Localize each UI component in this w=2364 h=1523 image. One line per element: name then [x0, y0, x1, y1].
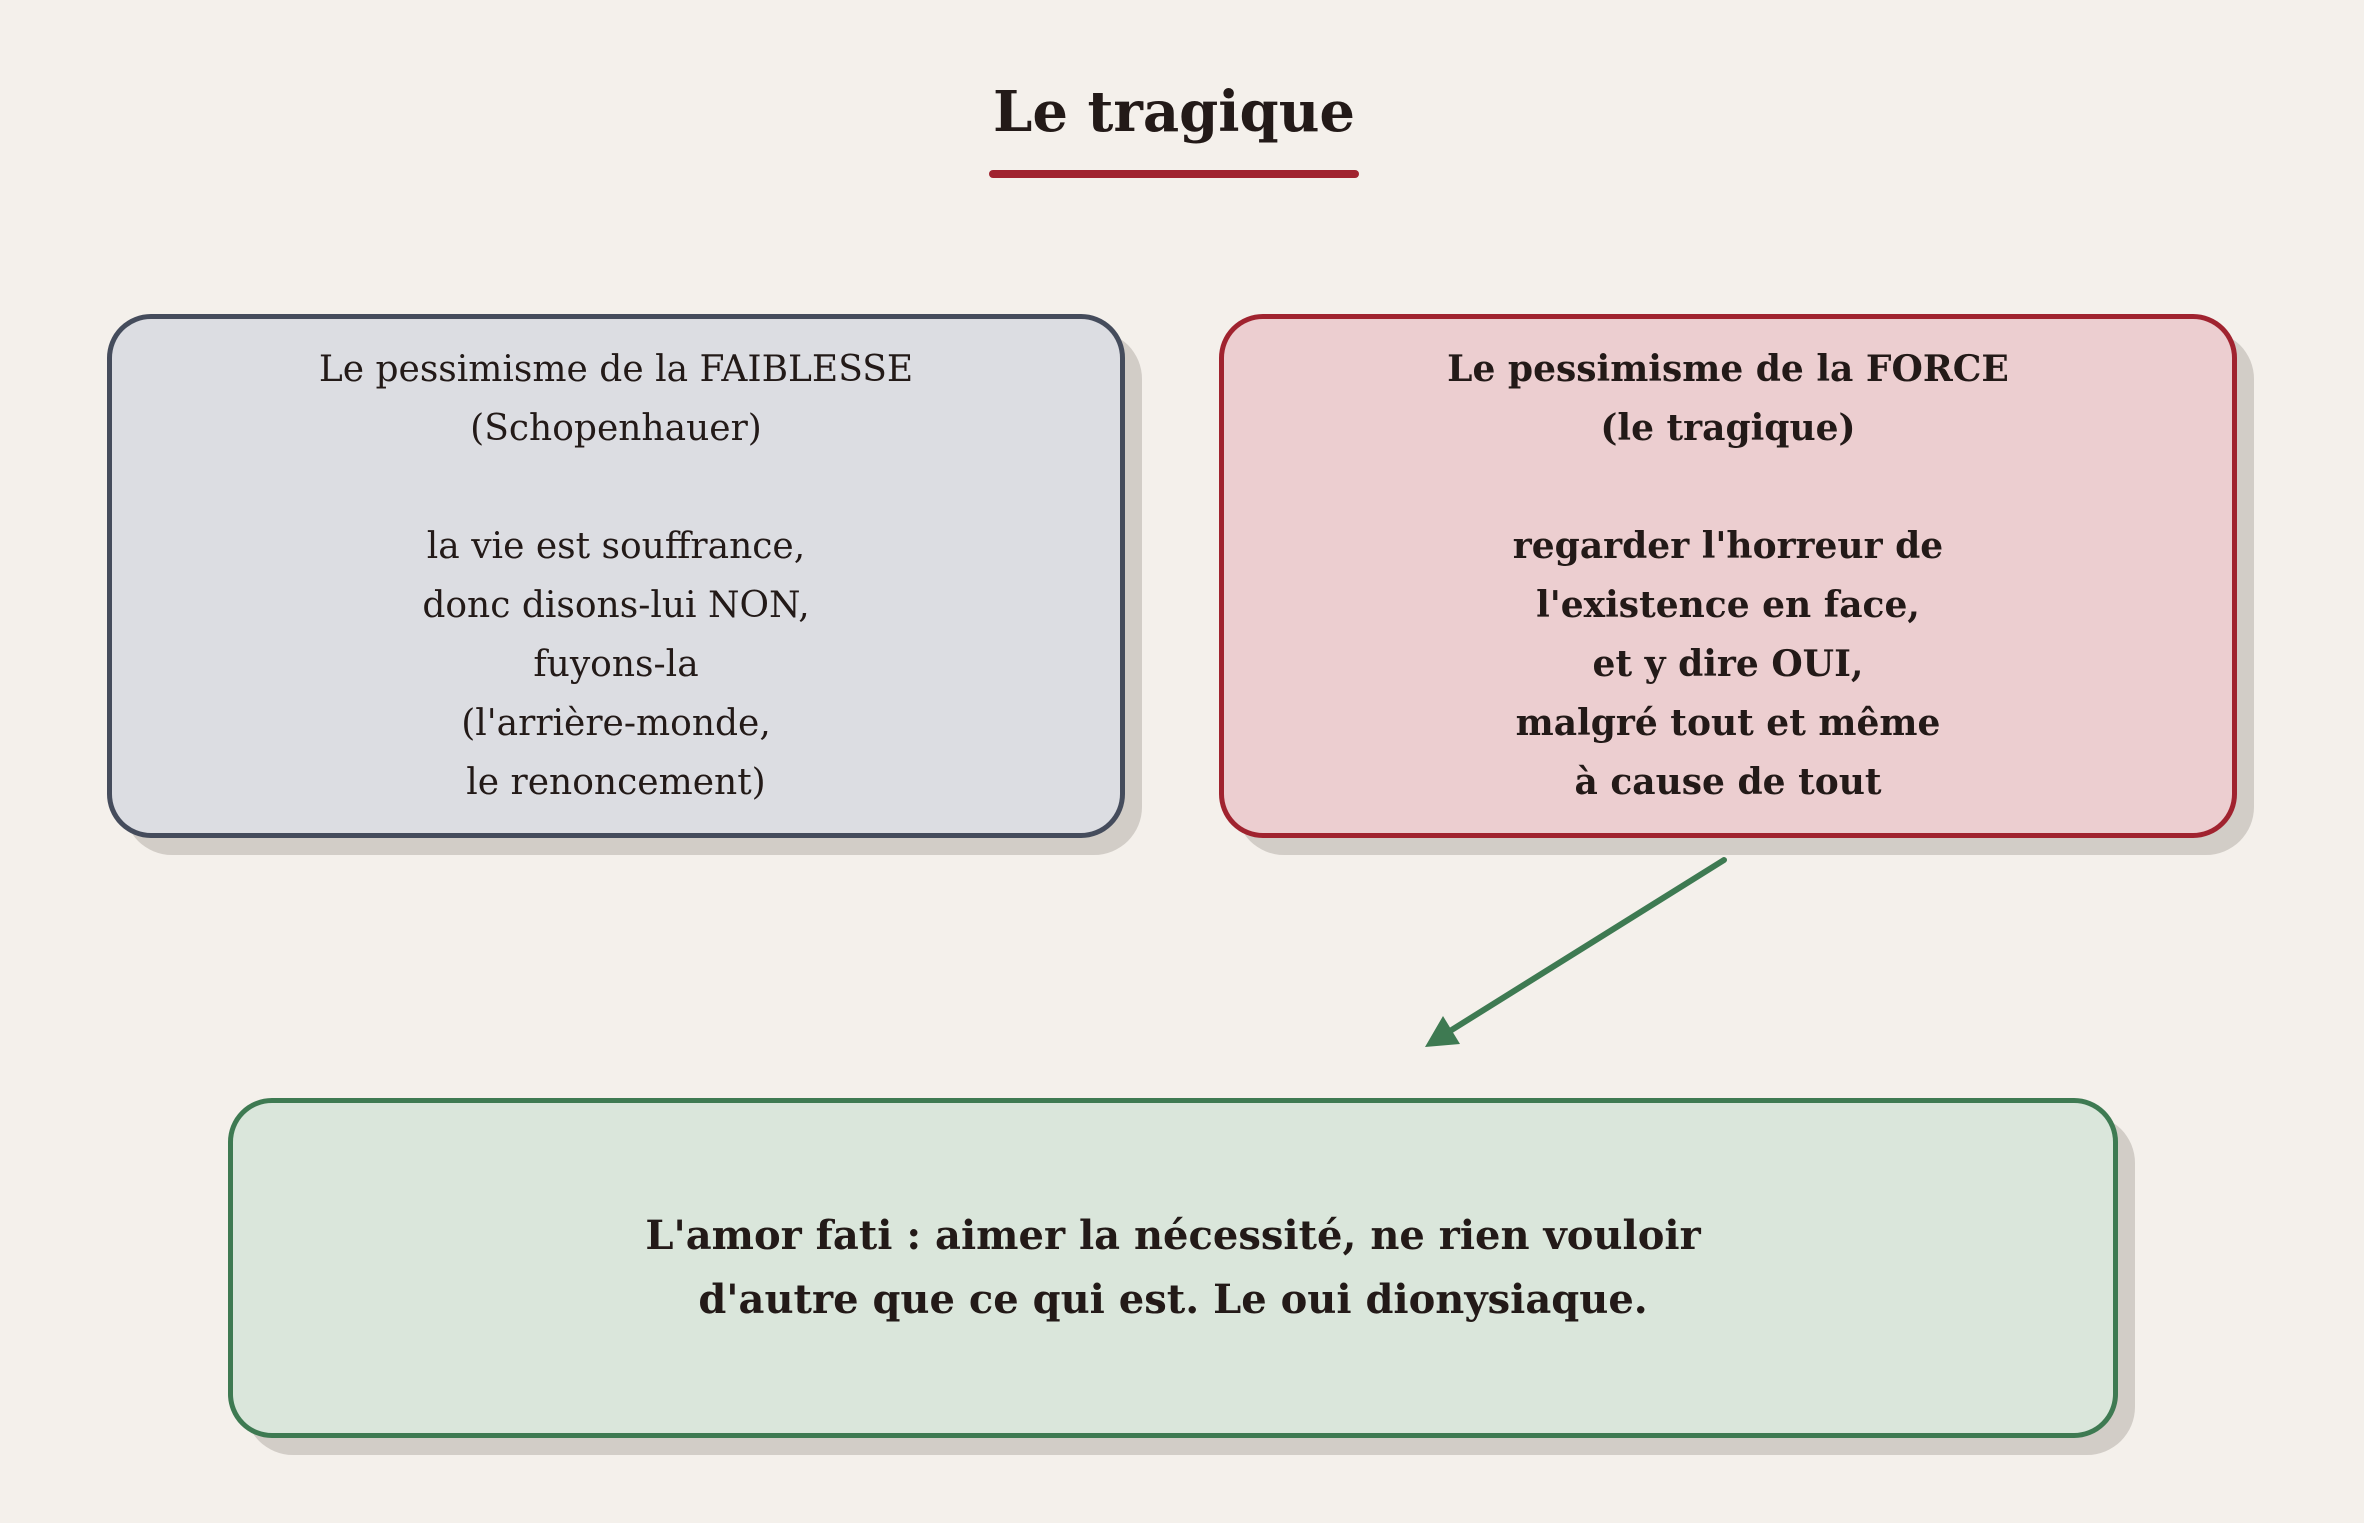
title-underline	[989, 170, 1359, 178]
weakness-pessimism-text	[319, 340, 913, 812]
strength-pessimism-box	[1219, 314, 2237, 838]
weakness-line-3: fuyons-la	[533, 644, 699, 685]
weakness-spacer	[319, 458, 913, 517]
weakness-pessimism-box	[107, 314, 1125, 838]
weakness-author: (Schopenhauer)	[470, 408, 762, 449]
connector-arrow-head	[1425, 1016, 1460, 1047]
weakness-line-2: donc disons-lui NON,	[422, 585, 810, 626]
page-title: Le tragique	[992, 79, 1356, 145]
amor-fati-line-1: L'amor fati : aimer la nécessité, ne rien vouloir	[645, 1212, 1701, 1259]
amor-fati-line-2: d'autre que ce qui est. Le oui dionysiaque.	[698, 1276, 1648, 1323]
strength-line-1: regarder l'horreur de	[1512, 525, 1944, 567]
strength-line-5: à cause de tout	[1574, 761, 1882, 803]
strength-heading: Le pessimisme de la FORCE	[1447, 348, 2009, 390]
strength-pessimism-text	[1447, 340, 2009, 812]
strength-line-2: l'existence en face,	[1536, 584, 1920, 626]
amor-fati-box	[228, 1098, 2118, 1438]
weakness-line-4: (l'arrière-monde,	[461, 703, 771, 744]
strength-line-3: et y dire OUI,	[1592, 643, 1864, 685]
connector-arrow-line	[1450, 860, 1724, 1031]
weakness-line-5: le renoncement)	[466, 762, 766, 803]
weakness-line-1: la vie est souffrance,	[426, 526, 806, 567]
strength-spacer	[1447, 458, 2009, 517]
weakness-heading: Le pessimisme de la FAIBLESSE	[318, 349, 914, 390]
strength-line-4: malgré tout et même	[1515, 702, 1941, 744]
strength-subtitle: (le tragique)	[1600, 407, 1856, 449]
amor-fati-text	[645, 1204, 1700, 1332]
